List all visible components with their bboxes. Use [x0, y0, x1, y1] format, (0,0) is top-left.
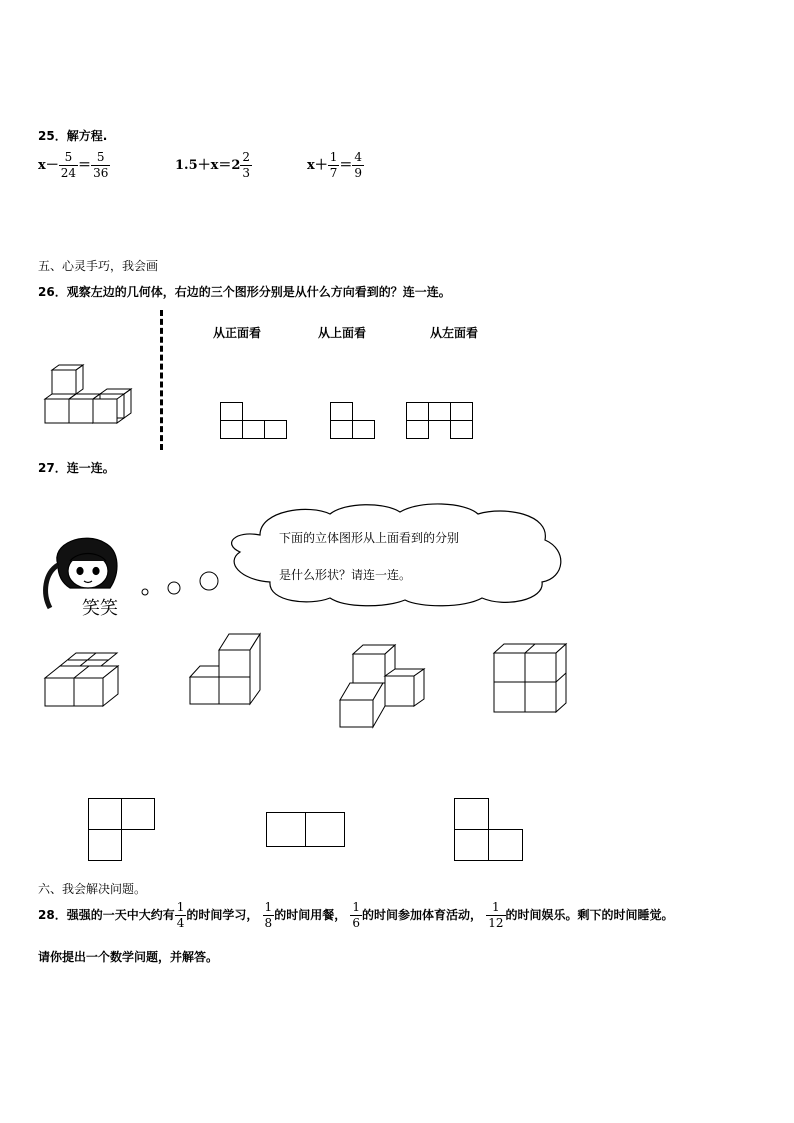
q27-title: 27．连一连。	[38, 461, 115, 475]
fraction: $\frac{2}{3}$	[242, 150, 251, 180]
speech-cloud	[220, 500, 570, 608]
fraction: $\frac{1}{8}$	[264, 900, 273, 930]
q25-title: 25．解方程.	[38, 129, 108, 143]
view-label-top: 从上面看	[318, 326, 367, 340]
eq3-prefix: x＋	[307, 158, 328, 173]
solid-3	[338, 642, 428, 730]
q26-3d-solid	[40, 360, 140, 430]
q28-line2: 请你提出一个数学问题，并解答。	[38, 950, 219, 964]
bubble-text-line2: 是什么形状？请连一连。	[279, 568, 412, 582]
q28-text: 28．强强的一天中大约有 $\frac{1}{4}$ 的时间学习， $\frac{1}{8}$ 的时间用餐， $\frac{1}{6}$ 的时间参加体育活动， $\frac{1}{12}$ 的时间娱乐。剩下的时间睡觉。	[38, 900, 674, 930]
eq1-prefix: x－	[38, 158, 59, 173]
topview-shape-2	[266, 812, 348, 850]
equals-sign: ＝	[78, 158, 92, 173]
equation-2	[175, 150, 252, 181]
equals-sign: ＝	[339, 158, 353, 173]
view-shape-c	[406, 402, 476, 442]
solid-2	[188, 632, 268, 712]
view-shape-b	[330, 402, 380, 442]
section-6-title: 六、我会解决问题。	[38, 882, 147, 896]
thought-dots	[140, 570, 220, 600]
fraction: $\frac{1}{12}$	[488, 900, 504, 930]
view-label-left: 从左面看	[430, 326, 479, 340]
fraction: $\frac{1}{6}$	[352, 900, 361, 930]
topview-shape-1	[88, 798, 158, 864]
fraction: $\frac{5}{24}$	[60, 150, 77, 180]
fraction: $\frac{5}{36}$	[93, 150, 109, 180]
fraction: $\frac{4}{9}$	[354, 150, 363, 180]
solid-4	[492, 643, 572, 715]
girl-label: 笑笑	[82, 598, 118, 619]
eq2-prefix: 1.5＋x＝2	[175, 158, 241, 173]
section-5-title: 五、心灵手巧，我会画	[38, 259, 159, 273]
solid-1	[40, 650, 130, 710]
fraction: $\frac{1}{4}$	[176, 900, 185, 930]
divider-line	[160, 310, 163, 450]
bubble-text-line1: 下面的立体图形从上面看到的分别	[279, 531, 460, 545]
view-label-front: 从正面看	[213, 326, 262, 340]
equation-1	[38, 150, 110, 181]
fraction: $\frac{1}{7}$	[329, 150, 338, 180]
view-shape-a	[220, 402, 290, 442]
topview-shape-3	[454, 798, 526, 864]
q26-title: 26．观察左边的几何体，右边的三个图形分别是从什么方向看到的？连一连。	[38, 285, 451, 299]
equation-3	[307, 150, 364, 181]
